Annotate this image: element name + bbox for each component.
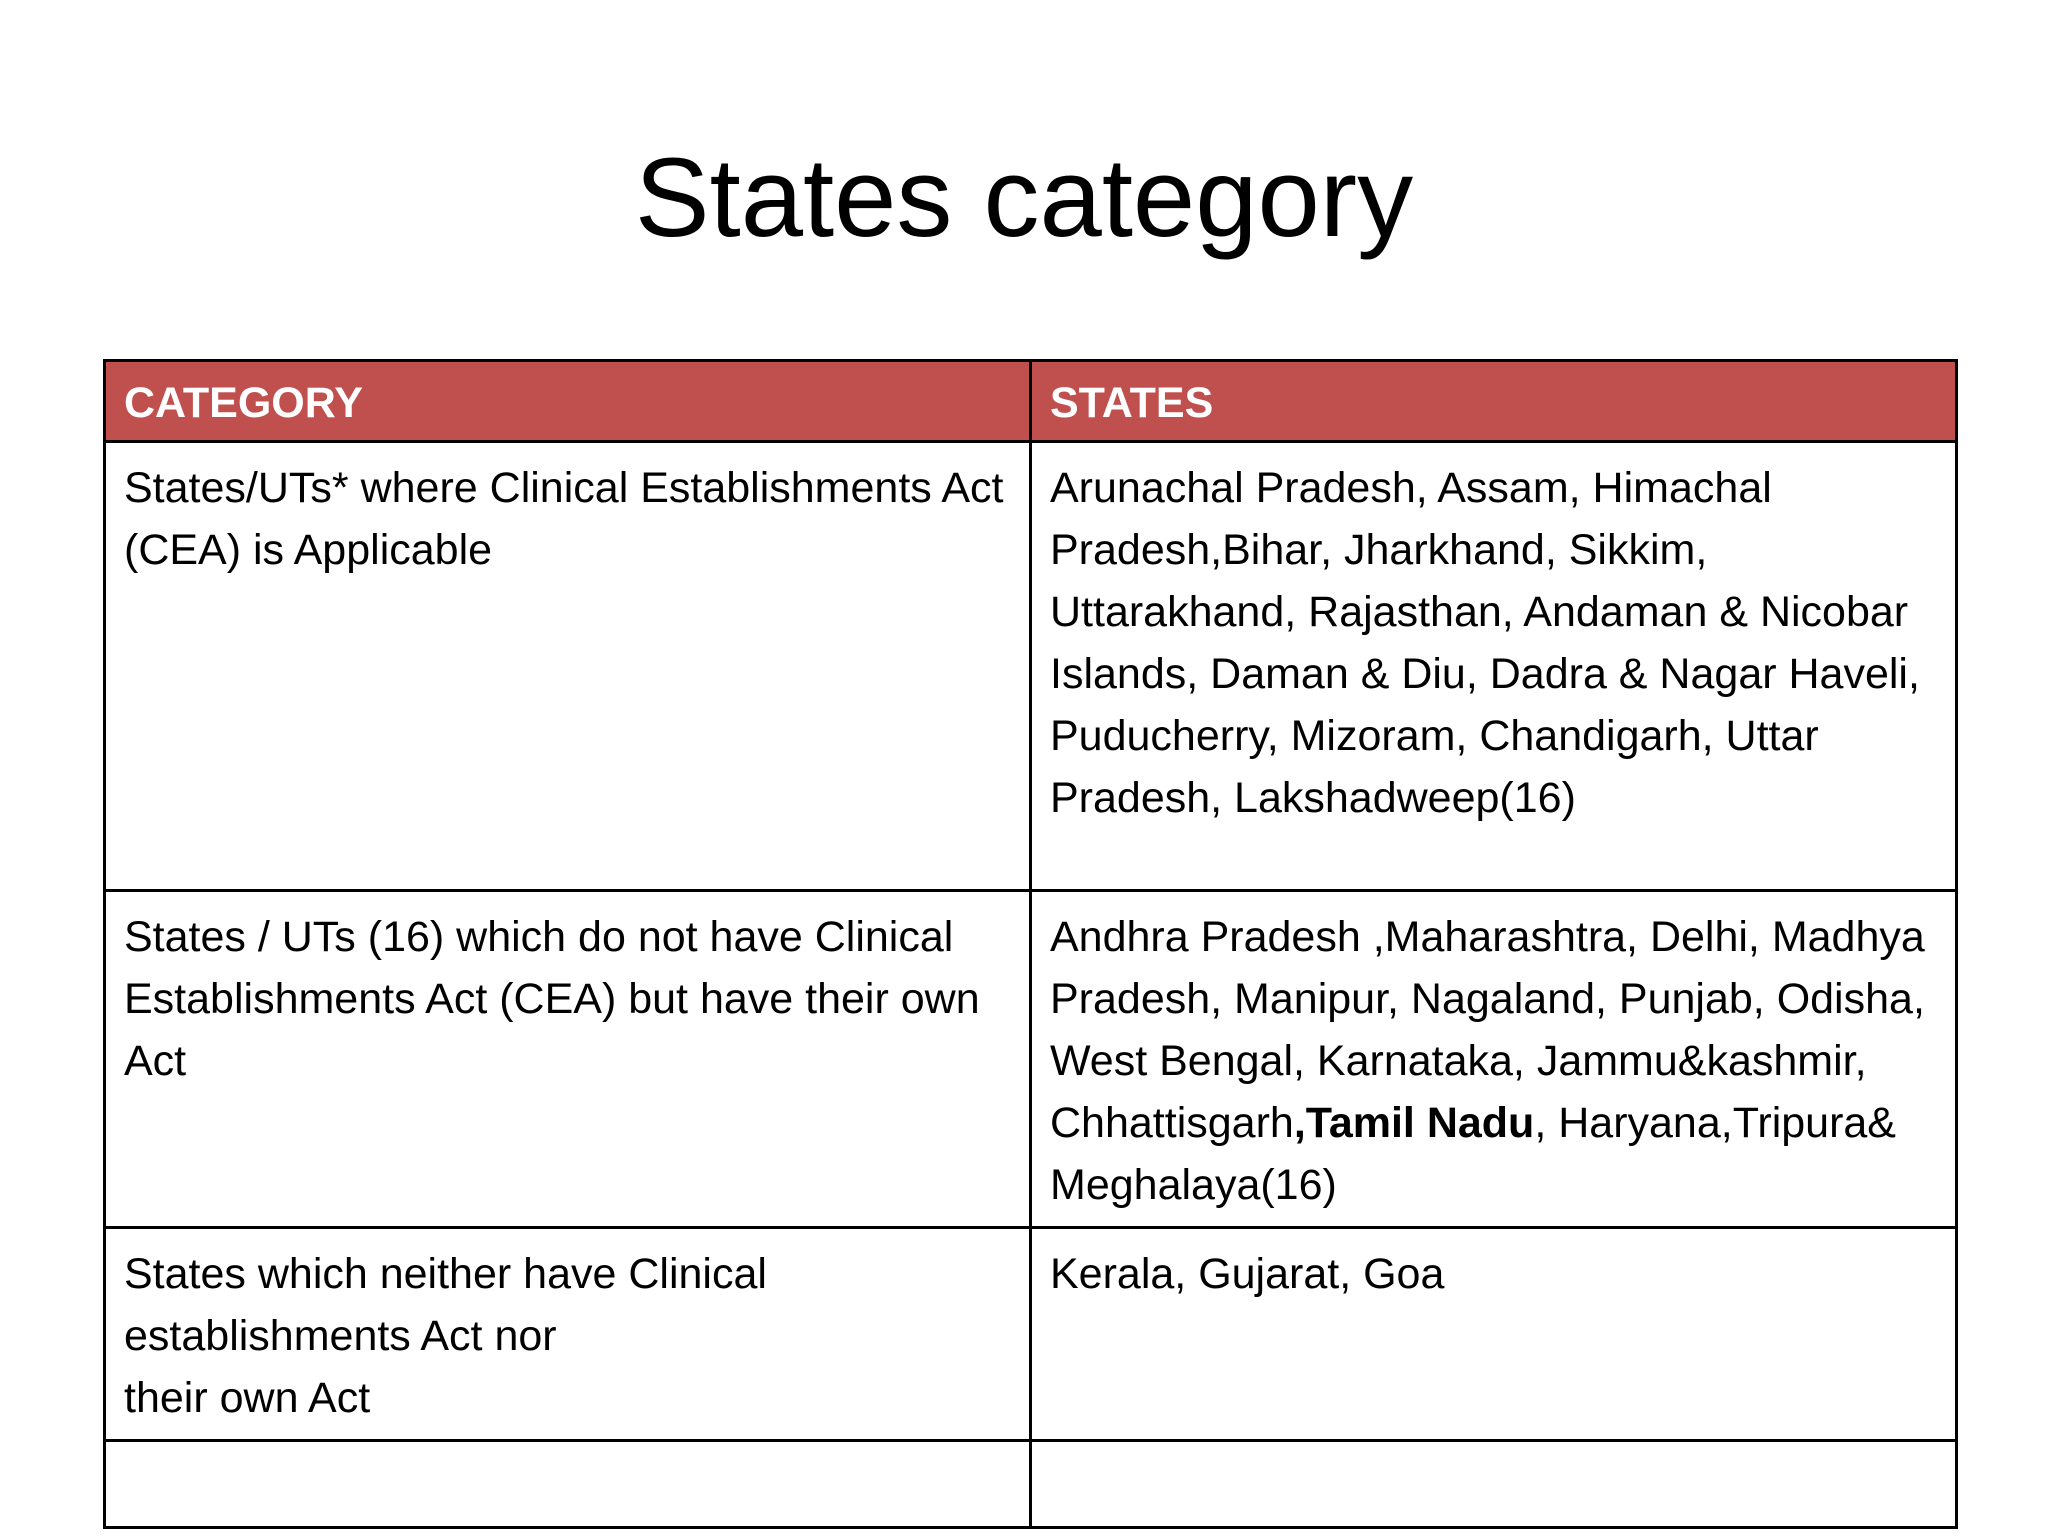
category-cell: States/UTs* where Clinical Establishments Act (CEA) is Applicable <box>105 442 1031 891</box>
states-cell: Kerala, Gujarat, Goa <box>1031 1228 1957 1441</box>
table-row <box>105 891 1957 1228</box>
states-text: , Haryana,Tripura& Meghalaya(16) <box>1050 1099 1896 1209</box>
states-cell <box>1031 1441 1957 1528</box>
table-row <box>105 1228 1957 1441</box>
states-cell <box>1031 891 1957 1228</box>
category-text-line: States which neither have Clinical establishments Act nor <box>124 1250 767 1360</box>
table-row <box>105 442 1957 891</box>
table-row <box>105 1441 1957 1528</box>
category-cell <box>105 1441 1031 1528</box>
states-category-table <box>103 359 1958 1529</box>
category-cell: States / UTs (16) which do not have Clinical Establishments Act (CEA) but have their own Act <box>105 891 1031 1228</box>
states-text-bold: ,Tamil Nadu <box>1293 1099 1535 1147</box>
category-text-line: their own Act <box>124 1374 371 1422</box>
column-header-states: STATES <box>1031 361 1957 442</box>
states-text: Andhra Pradesh ,Maharashtra, Delhi, Madhya Pradesh, Manipur, Nagaland, Punjab, Odisha, West Bengal, Karnataka, Jammu&kashmir, Chhattisgarh <box>1050 913 1925 1147</box>
column-header-category: CATEGORY <box>105 361 1031 442</box>
states-cell: Arunachal Pradesh, Assam, Himachal Pradesh,Bihar, Jharkhand, Sikkim, Uttarakhand, Rajasthan, Andaman & Nicobar Islands, Daman & Diu, Dadra & Nagar Haveli, Puducherry, Mizoram, Chandigarh, Uttar Pradesh, Lakshadweep(16) <box>1031 442 1957 891</box>
category-cell <box>105 1228 1031 1441</box>
slide-title: States category <box>634 135 1414 260</box>
table-header-row <box>105 361 1957 442</box>
